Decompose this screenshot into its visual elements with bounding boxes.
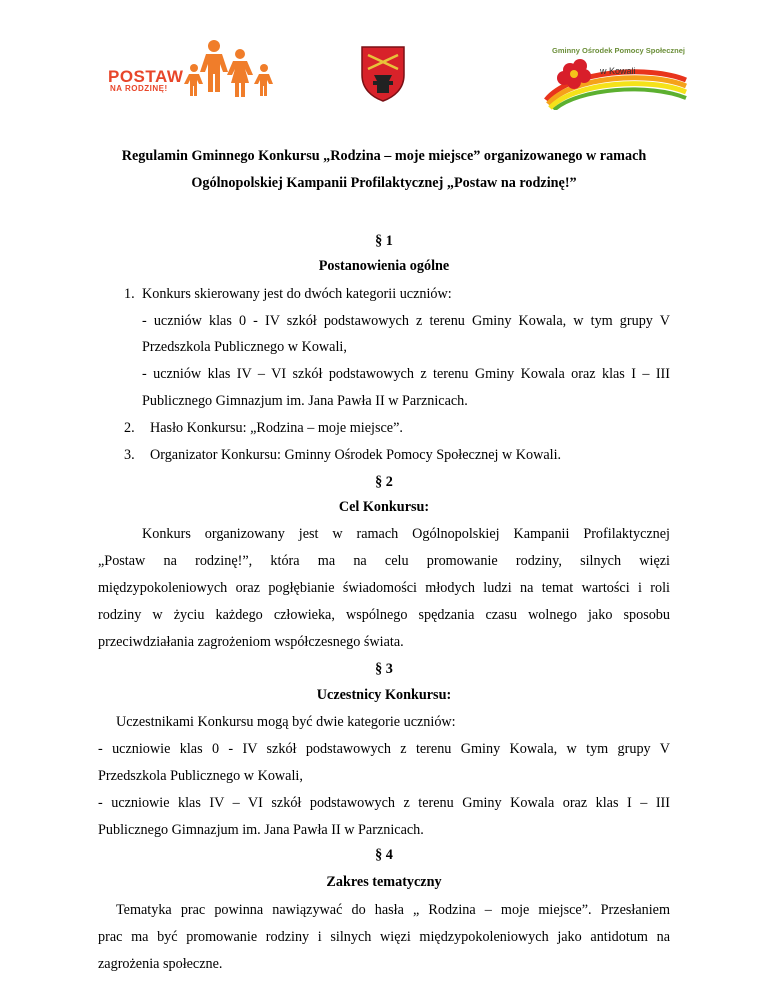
gops-title-text: Gminny Ośrodek Pomocy Społecznej — [552, 46, 685, 55]
s1-item3-text: Organizator Konkursu: Gminny Ośrodek Pomocy Społecznej w Kowali. — [150, 447, 562, 463]
s3-paragraph-line3: Przedszkola Publicznego w Kowali, — [98, 768, 303, 784]
s3-paragraph-line1: Uczestnikami Konkursu mogą być dwie kategorie uczniów: — [116, 714, 456, 730]
section-3-number: § 3 — [375, 661, 393, 677]
s4-paragraph-line3: zagrożenia społeczne. — [98, 956, 223, 972]
logo-text-postaw: POSTAW — [108, 67, 184, 86]
s3-paragraph-line5: Publicznego Gimnazjum im. Jana Pawła II w Parznicach. — [98, 822, 424, 838]
s1-item1-sub1-line1: - uczniów klas 0 - IV szkół podstawowych z terenu Gminy Kowala, w tym grupy V — [142, 313, 670, 329]
s3-paragraph-line2: - uczniowie klas 0 - IV szkół podstawowych z terenu Gminy Kowala, w tym grupy V — [98, 741, 670, 757]
section-1-number: § 1 — [375, 233, 393, 249]
s1-item2-number: 2. — [124, 420, 135, 436]
gops-sub-text: w Kowali — [600, 66, 636, 76]
kowala-coat-of-arms-icon — [360, 45, 406, 103]
s2-paragraph-line5: przeciwdziałania zagrożeniom współczesnego świata. — [98, 634, 404, 650]
s2-paragraph-line1: Konkurs organizowany jest w ramach Ogólnopolskiej Kampanii Profilaktycznej — [142, 526, 670, 542]
s1-item1-sub2-line1: - uczniów klas IV – VI szkół podstawowych z terenu Gminy Kowala oraz klas I – III — [142, 366, 670, 382]
family-figures-icon — [184, 38, 294, 102]
s4-paragraph-line1: Tematyka prac powinna nawiązywać do hasła „ Rodzina – moje miejsce”. Przesłaniem — [116, 902, 670, 918]
s1-item1-number: 1. — [124, 286, 135, 302]
s2-paragraph-line3: międzypokoleniowych oraz pogłębianie świadomości młodych ludzi na temat wartości i roli — [98, 580, 670, 596]
postaw-na-rodzine-logo — [104, 38, 294, 102]
s1-item3-number: 3. — [124, 447, 135, 463]
section-3-heading: Uczestnicy Konkursu: — [316, 687, 452, 703]
document-title-line1: Regulamin Gminnego Konkursu „Rodzina – moje miejsce” organizowanego w ramach — [121, 148, 647, 164]
logo-text-na-rodzine: NA RODZINĘ! — [110, 84, 168, 93]
section-2-number: § 2 — [375, 474, 393, 490]
section-4-heading: Zakres tematyczny — [326, 874, 442, 890]
section-4-number: § 4 — [375, 847, 393, 863]
s3-paragraph-line4: - uczniowie klas IV – VI szkół podstawowych z terenu Gminy Kowala oraz klas I – III — [98, 795, 670, 811]
s1-item2-text: Hasło Konkursu: „Rodzina – moje miejsce”. — [150, 420, 403, 436]
s1-item1-sub2-line2: Publicznego Gimnazjum im. Jana Pawła II w Parznicach. — [142, 393, 468, 409]
s1-item1-sub1-line2: Przedszkola Publicznego w Kowali, — [142, 339, 347, 355]
document-title-line2: Ogólnopolskiej Kampanii Profilaktycznej „Postaw na rodzinę!” — [191, 175, 577, 191]
gops-kowala-logo — [540, 40, 690, 110]
section-1-heading: Postanowienia ogólne — [318, 258, 450, 274]
s1-item1-text: Konkurs skierowany jest do dwóch kategorii uczniów: — [142, 286, 452, 302]
section-2-heading: Cel Konkursu: — [338, 499, 430, 515]
s4-paragraph-line2: prac ma być promowanie rodziny i silnych więzi międzypokoleniowych jako antidotum na — [98, 929, 670, 945]
s2-paragraph-line2: „Postaw na rodzinę!”, która ma na celu promowanie rodziny, silnych więzi — [98, 553, 670, 569]
s2-paragraph-line4: rodziny w życiu każdego człowieka, wspólnego spędzania czasu wolnego jako sposobu — [98, 607, 670, 623]
